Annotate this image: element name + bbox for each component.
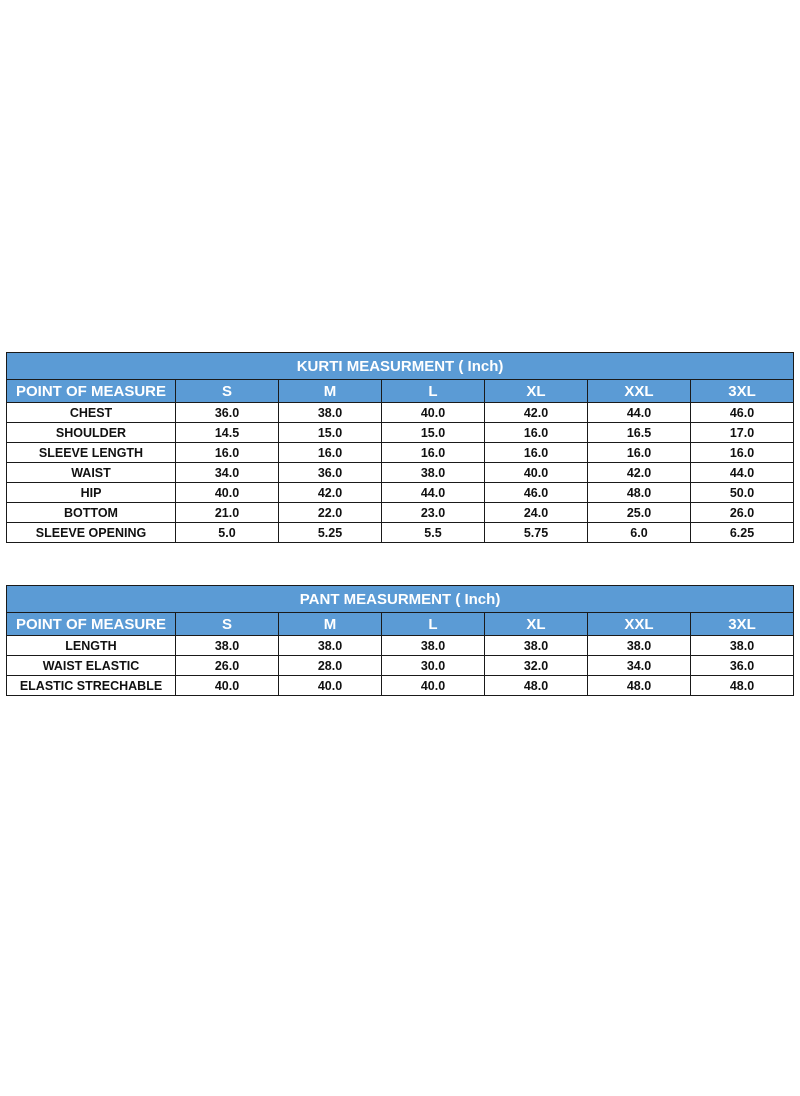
- measure-value: 5.0: [176, 523, 279, 543]
- pant-header-size-m: M: [279, 613, 382, 636]
- measure-label: BOTTOM: [7, 503, 176, 523]
- measure-value: 24.0: [485, 503, 588, 523]
- pant-header-size-s: S: [176, 613, 279, 636]
- measure-value: 6.0: [588, 523, 691, 543]
- measure-value: 44.0: [588, 403, 691, 423]
- pant-title-row: [7, 586, 794, 613]
- measure-value: 15.0: [279, 423, 382, 443]
- kurti-header-size-xxl: XXL: [588, 380, 691, 403]
- table-row: [7, 523, 794, 543]
- pant-header-point-of-measure: POINT OF MEASURE: [7, 613, 176, 636]
- measure-value: 26.0: [691, 503, 794, 523]
- measure-label: WAIST ELASTIC: [7, 656, 176, 676]
- measure-value: 42.0: [485, 403, 588, 423]
- measure-label: LENGTH: [7, 636, 176, 656]
- measure-value: 38.0: [485, 636, 588, 656]
- measure-value: 16.5: [588, 423, 691, 443]
- measure-value: 17.0: [691, 423, 794, 443]
- table-row: [7, 676, 794, 696]
- measure-value: 40.0: [382, 676, 485, 696]
- measure-value: 36.0: [176, 403, 279, 423]
- measure-value: 46.0: [485, 483, 588, 503]
- measure-value: 38.0: [176, 636, 279, 656]
- measure-value: 38.0: [691, 636, 794, 656]
- measure-value: 28.0: [279, 656, 382, 676]
- kurti-header-size-3xl: 3XL: [691, 380, 794, 403]
- measure-value: 5.5: [382, 523, 485, 543]
- table-row: [7, 443, 794, 463]
- measure-value: 50.0: [691, 483, 794, 503]
- measure-value: 40.0: [485, 463, 588, 483]
- measure-value: 44.0: [382, 483, 485, 503]
- measure-value: 16.0: [485, 443, 588, 463]
- measure-label: CHEST: [7, 403, 176, 423]
- measure-value: 42.0: [588, 463, 691, 483]
- measure-value: 38.0: [279, 403, 382, 423]
- pant-header-size-l: L: [382, 613, 485, 636]
- measure-value: 15.0: [382, 423, 485, 443]
- measure-value: 34.0: [176, 463, 279, 483]
- pant-measurement-table: [6, 585, 794, 696]
- measure-value: 40.0: [176, 676, 279, 696]
- measure-value: 30.0: [382, 656, 485, 676]
- measure-value: 48.0: [588, 483, 691, 503]
- table-row: [7, 503, 794, 523]
- kurti-header-size-m: M: [279, 380, 382, 403]
- measure-value: 5.75: [485, 523, 588, 543]
- measure-value: 38.0: [588, 636, 691, 656]
- measure-value: 14.5: [176, 423, 279, 443]
- measure-value: 36.0: [279, 463, 382, 483]
- measure-value: 32.0: [485, 656, 588, 676]
- kurti-table-body: [7, 403, 794, 543]
- pant-header-size-xl: XL: [485, 613, 588, 636]
- measure-value: 5.25: [279, 523, 382, 543]
- kurti-table-title: KURTI MEASURMENT ( Inch): [7, 353, 794, 380]
- measure-value: 46.0: [691, 403, 794, 423]
- kurti-header-size-s: S: [176, 380, 279, 403]
- measure-value: 48.0: [485, 676, 588, 696]
- measure-value: 16.0: [382, 443, 485, 463]
- measure-label: WAIST: [7, 463, 176, 483]
- measure-value: 22.0: [279, 503, 382, 523]
- measure-value: 40.0: [382, 403, 485, 423]
- measure-value: 26.0: [176, 656, 279, 676]
- measure-label: ELASTIC STRECHABLE: [7, 676, 176, 696]
- measure-value: 38.0: [382, 636, 485, 656]
- table-row: [7, 636, 794, 656]
- measure-value: 21.0: [176, 503, 279, 523]
- measure-value: 16.0: [588, 443, 691, 463]
- table-row: [7, 403, 794, 423]
- kurti-header-row: [7, 380, 794, 403]
- measure-value: 38.0: [382, 463, 485, 483]
- pant-header-size-3xl: 3XL: [691, 613, 794, 636]
- measure-value: 48.0: [588, 676, 691, 696]
- measure-value: 16.0: [176, 443, 279, 463]
- pant-table-title: PANT MEASURMENT ( Inch): [7, 586, 794, 613]
- measure-value: 40.0: [176, 483, 279, 503]
- kurti-header-size-l: L: [382, 380, 485, 403]
- kurti-measurement-table: [6, 352, 794, 543]
- measure-value: 44.0: [691, 463, 794, 483]
- measure-value: 38.0: [279, 636, 382, 656]
- measure-value: 34.0: [588, 656, 691, 676]
- measure-value: 42.0: [279, 483, 382, 503]
- measure-value: 16.0: [279, 443, 382, 463]
- measure-value: 40.0: [279, 676, 382, 696]
- measure-value: 6.25: [691, 523, 794, 543]
- pant-header-size-xxl: XXL: [588, 613, 691, 636]
- measure-label: SLEEVE LENGTH: [7, 443, 176, 463]
- kurti-title-row: [7, 353, 794, 380]
- pant-header-row: [7, 613, 794, 636]
- table-row: [7, 483, 794, 503]
- measure-value: 16.0: [691, 443, 794, 463]
- kurti-header-point-of-measure: POINT OF MEASURE: [7, 380, 176, 403]
- measure-label: SHOULDER: [7, 423, 176, 443]
- table-row: [7, 463, 794, 483]
- table-row: [7, 423, 794, 443]
- measure-value: 48.0: [691, 676, 794, 696]
- pant-table-body: [7, 636, 794, 696]
- measure-value: 25.0: [588, 503, 691, 523]
- measure-label: SLEEVE OPENING: [7, 523, 176, 543]
- measure-value: 36.0: [691, 656, 794, 676]
- measure-label: HIP: [7, 483, 176, 503]
- kurti-header-size-xl: XL: [485, 380, 588, 403]
- table-row: [7, 656, 794, 676]
- measure-value: 16.0: [485, 423, 588, 443]
- measure-value: 23.0: [382, 503, 485, 523]
